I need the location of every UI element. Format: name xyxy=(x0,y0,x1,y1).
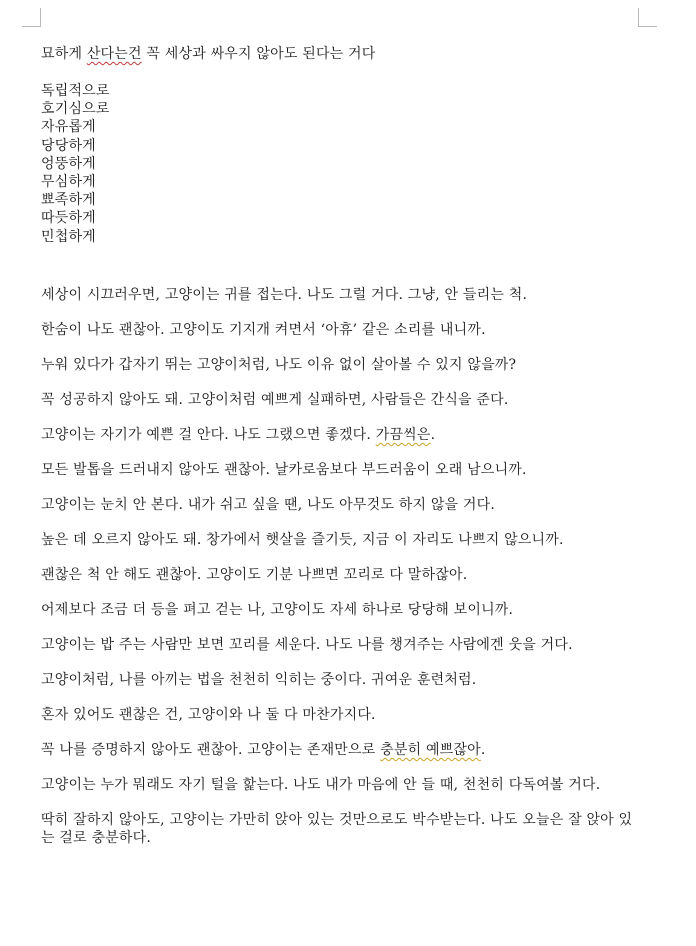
document-title xyxy=(41,44,641,64)
word-list-item: 민첩하게 xyxy=(41,228,96,245)
paragraph: 꼭 성공하지 않아도 돼. 고양이처럼 예쁘게 실패하면, 사람들은 간식을 준다. xyxy=(41,391,509,408)
paragraph: 괜찮은 척 안 해도 괜찮아. 고양이도 기분 나쁘면 꼬리로 다 말하잖아. xyxy=(41,566,468,583)
word-list-item: 독립적으로 xyxy=(41,83,110,99)
top-left-margin-mark xyxy=(22,8,41,27)
top-right-margin-mark xyxy=(638,8,657,27)
title-part: 묘하게 xyxy=(41,46,87,62)
paragraph: 높은 데 오르지 않아도 돼. 창가에서 햇살을 즐기듯, 지금 이 자리도 나쁘지 않으니까. xyxy=(41,531,564,548)
word-list xyxy=(41,82,641,246)
word-list-item: 무심하게 xyxy=(41,174,96,191)
word-list-item: 따듯하게 xyxy=(41,210,96,227)
word-list-item: 뾰족하게 xyxy=(41,192,96,209)
grammar-flagged-phrase[interactable]: 충분히 예쁘잖아 xyxy=(380,741,481,758)
title-part: 꼭 세상과 싸우지 않아도 된다는 거다 xyxy=(141,46,376,62)
paragraph: 혼자 있어도 괜찮은 건, 고양이와 나 둘 다 마찬가지다. xyxy=(41,706,376,723)
paragraph: 모든 발톱을 드러내지 않아도 괜찮아. 날카로움보다 부드러움이 오래 남으니까. xyxy=(41,461,527,478)
paragraph: 고양이는 누가 뭐래도 자기 털을 핥는다. 나도 내가 마음에 안 들 때, 천천히 다독여볼 거다. xyxy=(41,776,601,793)
document-body[interactable] xyxy=(41,44,641,864)
paragraph-text: 고양이는 자기가 예쁜 걸 안다. 나도 그랬으면 좋겠다. xyxy=(41,426,376,443)
paragraph: 고양이는 밥 주는 사람만 보면 꼬리를 세운다. 나도 나를 챙겨주는 사람에겐 웃을 거다. xyxy=(41,636,573,653)
paragraph: 누워 있다가 갑자기 뛰는 고양이처럼, 나도 이유 없이 살아볼 수 있지 않을까? xyxy=(41,356,517,373)
word-list-item: 자유롭게 xyxy=(41,119,96,136)
word-list-item: 당당하게 xyxy=(41,137,96,154)
paragraph-text: . xyxy=(480,741,486,758)
paragraph: 고양이처럼, 나를 아끼는 법을 천천히 익히는 중이다. 귀여운 훈련처럼. xyxy=(41,671,477,688)
paragraph: 어제보다 조금 더 등을 펴고 걷는 나, 고양이도 자세 하나로 당당해 보이니까. xyxy=(41,601,514,618)
grammar-flagged-phrase[interactable]: 가끔씩은 xyxy=(375,426,431,443)
paragraph: 딱히 잘하지 않아도, 고양이는 가만히 앉아 있는 것만으로도 박수받는다. 나도 오늘은 잘 앉아 있는 걸로 충분하다. xyxy=(41,811,633,846)
paragraph: 고양이는 눈치 안 본다. 내가 쉬고 싶을 땐, 나도 아무것도 하지 않을 거다. xyxy=(41,496,496,513)
paragraph-text: . xyxy=(430,426,436,443)
paragraph xyxy=(41,741,641,759)
word-list-item: 엉뚱하게 xyxy=(41,155,96,172)
spelling-flagged-word[interactable]: 산다는건 xyxy=(86,46,142,62)
paragraph-text: 꼭 나를 증명하지 않아도 괜찮아. 고양이는 존재만으로 xyxy=(41,741,381,758)
paragraph: 세상이 시끄러우면, 고양이는 귀를 접는다. 나도 그럴 거다. 그냥, 안 들리는 척. xyxy=(41,286,528,303)
paragraph xyxy=(41,426,641,444)
paragraph: 한숨이 나도 괜찮아. 고양이도 기지개 켜면서 ‘아휴’ 같은 소리를 내니까. xyxy=(41,321,486,338)
word-list-item: 호기심으로 xyxy=(41,101,110,118)
